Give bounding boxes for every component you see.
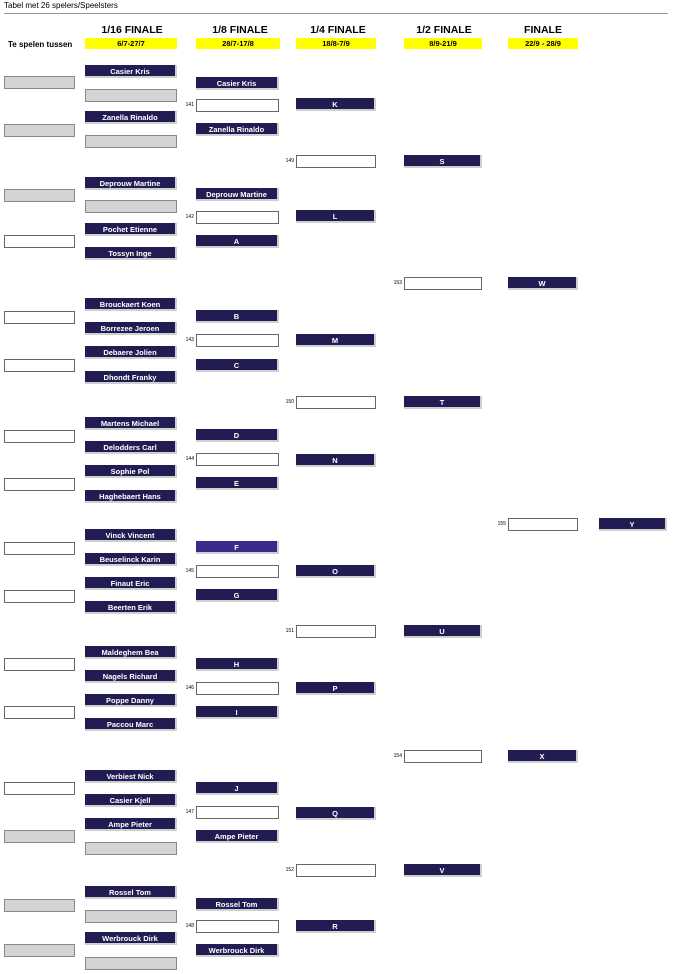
round-dates-final: 22/9 - 28/9: [508, 38, 578, 49]
player-box-col1-10: Debaere Jolien: [85, 346, 177, 359]
match-slot-col2-10[interactable]: [196, 453, 279, 466]
round-title-1-2: 1/2 FINALE: [416, 24, 472, 36]
match-slot-col0-1[interactable]: [4, 124, 75, 137]
match-slot-col2-13[interactable]: [196, 565, 279, 578]
player-box-col4-5: V: [404, 864, 482, 877]
schedule-label: Te spelen tussen: [8, 40, 73, 49]
match-slot-col0-13[interactable]: [4, 830, 75, 843]
match-number-150: 150: [285, 399, 294, 405]
match-slot-col0-10[interactable]: [4, 658, 75, 671]
match-number-149: 149: [285, 158, 294, 164]
match-number-151: 151: [285, 628, 294, 634]
player-box-col2-18: J: [196, 782, 279, 795]
player-box-col1-15: Haghebaert Hans: [85, 490, 177, 503]
player-box-col4-2: T: [404, 396, 482, 409]
player-box-col2-0: Casier Kris: [196, 77, 279, 90]
match-slot-col3-4[interactable]: [296, 396, 376, 409]
match-slot-col0-11[interactable]: [4, 706, 75, 719]
match-slot-col3-7[interactable]: [296, 625, 376, 638]
player-box-col1-26: Ampe Pieter: [85, 818, 177, 831]
player-box-col1-17: Beuselinck Karin: [85, 553, 177, 566]
match-number-148: 148: [185, 923, 194, 929]
player-box-col2-5: A: [196, 235, 279, 248]
player-box-col3-9: Q: [296, 807, 376, 820]
round-title-1-4: 1/4 FINALE: [310, 24, 366, 36]
match-slot-col1-29[interactable]: [85, 910, 177, 923]
player-box-col4-0: S: [404, 155, 482, 168]
player-box-col1-18: Finaut Eric: [85, 577, 177, 590]
player-box-col1-16: Vinck Vincent: [85, 529, 177, 542]
player-box-col1-22: Poppe Danny: [85, 694, 177, 707]
player-box-col2-14: G: [196, 589, 279, 602]
player-box-col1-21: Nagels Richard: [85, 670, 177, 683]
round-dates-1-2: 8/9-21/9: [404, 38, 482, 49]
player-box-col2-2: Zanella Rinaldo: [196, 123, 279, 136]
player-box-col3-2: L: [296, 210, 376, 223]
player-box-col1-14: Sophie Pol: [85, 465, 177, 478]
player-box-col3-0: K: [296, 98, 376, 111]
player-box-col3-11: R: [296, 920, 376, 933]
match-slot-col2-1[interactable]: [196, 99, 279, 112]
player-box-col5-0: W: [508, 277, 578, 290]
player-box-col2-17: I: [196, 706, 279, 719]
player-box-col1-25: Casier Kjell: [85, 794, 177, 807]
player-box-col1-7: Tossyn Inge: [85, 247, 177, 260]
match-slot-col0-2[interactable]: [4, 189, 75, 202]
match-slot-col2-19[interactable]: [196, 806, 279, 819]
round-title-1-16: 1/16 FINALE: [101, 24, 163, 36]
match-slot-col0-7[interactable]: [4, 478, 75, 491]
match-slot-col0-14[interactable]: [4, 899, 75, 912]
player-box-col3-6: O: [296, 565, 376, 578]
player-box-col2-20: Ampe Pieter: [196, 830, 279, 843]
header-divider: [4, 13, 668, 14]
match-slot-col4-4[interactable]: [404, 750, 482, 763]
player-box-col2-9: D: [196, 429, 279, 442]
player-box-col2-8: C: [196, 359, 279, 372]
player-box-col2-15: H: [196, 658, 279, 671]
match-slot-col0-5[interactable]: [4, 359, 75, 372]
player-box-col1-0: Casier Kris: [85, 65, 177, 78]
player-box-col1-11: Dhondt Franky: [85, 371, 177, 384]
player-box-col1-8: Brouckaert Koen: [85, 298, 177, 311]
match-slot-col3-10[interactable]: [296, 864, 376, 877]
match-slot-col1-5[interactable]: [85, 200, 177, 213]
match-number-152: 152: [285, 867, 294, 873]
player-box-col1-24: Verbiest Nick: [85, 770, 177, 783]
player-box-col1-30: Werbrouck Dirk: [85, 932, 177, 945]
match-number-144: 144: [185, 456, 194, 462]
player-box-col2-21: Rossel Tom: [196, 898, 279, 911]
match-number-154: 154: [393, 753, 402, 759]
player-box-col1-9: Borrezee Jeroen: [85, 322, 177, 335]
player-box-col4-3: U: [404, 625, 482, 638]
player-box-col3-8: P: [296, 682, 376, 695]
player-box-col2-23: Werbrouck Dirk: [196, 944, 279, 957]
round-title-final: FINALE: [524, 24, 562, 36]
player-box-col5-2: X: [508, 750, 578, 763]
page-title: Tabel met 26 spelers/Speelsters: [4, 1, 118, 10]
match-slot-col0-9[interactable]: [4, 590, 75, 603]
match-number-147: 147: [185, 809, 194, 815]
player-box-col1-20: Maldeghem Bea: [85, 646, 177, 659]
player-box-col2-12: F: [196, 541, 279, 554]
match-slot-col1-27[interactable]: [85, 842, 177, 855]
match-slot-col0-12[interactable]: [4, 782, 75, 795]
player-box-col6-0: Y: [599, 518, 667, 531]
match-slot-col0-6[interactable]: [4, 430, 75, 443]
match-slot-col0-8[interactable]: [4, 542, 75, 555]
player-box-col2-6: B: [196, 310, 279, 323]
match-slot-col0-0[interactable]: [4, 76, 75, 89]
match-slot-col2-22[interactable]: [196, 920, 279, 933]
player-box-col1-2: Zanella Rinaldo: [85, 111, 177, 124]
match-number-146: 146: [185, 685, 194, 691]
match-number-153: 153: [393, 280, 402, 286]
match-slot-col3-1[interactable]: [296, 155, 376, 168]
match-number-142: 142: [185, 214, 194, 220]
match-slot-col5-1[interactable]: [508, 518, 578, 531]
player-box-col2-11: E: [196, 477, 279, 490]
player-box-col1-28: Rossel Tom: [85, 886, 177, 899]
player-box-col1-6: Pochet Etienne: [85, 223, 177, 236]
match-number-145: 145: [185, 568, 194, 574]
match-number-155: 155: [497, 521, 506, 527]
round-dates-1-8: 28/7-17/8: [196, 38, 280, 49]
match-slot-col0-4[interactable]: [4, 311, 75, 324]
match-slot-col2-7[interactable]: [196, 334, 279, 347]
player-box-col3-3: M: [296, 334, 376, 347]
match-slot-col2-4[interactable]: [196, 211, 279, 224]
match-slot-col1-3[interactable]: [85, 135, 177, 148]
player-box-col1-23: Paccou Marc: [85, 718, 177, 731]
match-slot-col1-31[interactable]: [85, 957, 177, 970]
match-slot-col1-1[interactable]: [85, 89, 177, 102]
round-title-1-8: 1/8 FINALE: [212, 24, 268, 36]
match-slot-col4-1[interactable]: [404, 277, 482, 290]
match-number-141: 141: [185, 102, 194, 108]
player-box-col1-4: Deprouw Martine: [85, 177, 177, 190]
player-box-col1-12: Martens Michael: [85, 417, 177, 430]
match-slot-col0-15[interactable]: [4, 944, 75, 957]
match-slot-col2-16[interactable]: [196, 682, 279, 695]
player-box-col1-13: Delodders Carl: [85, 441, 177, 454]
match-number-143: 143: [185, 337, 194, 343]
player-box-col2-3: Deprouw Martine: [196, 188, 279, 201]
round-dates-1-4: 18/8-7/9: [296, 38, 376, 49]
match-slot-col0-3[interactable]: [4, 235, 75, 248]
round-dates-1-16: 6/7-27/7: [85, 38, 177, 49]
player-box-col1-19: Beerten Erik: [85, 601, 177, 614]
player-box-col3-5: N: [296, 454, 376, 467]
